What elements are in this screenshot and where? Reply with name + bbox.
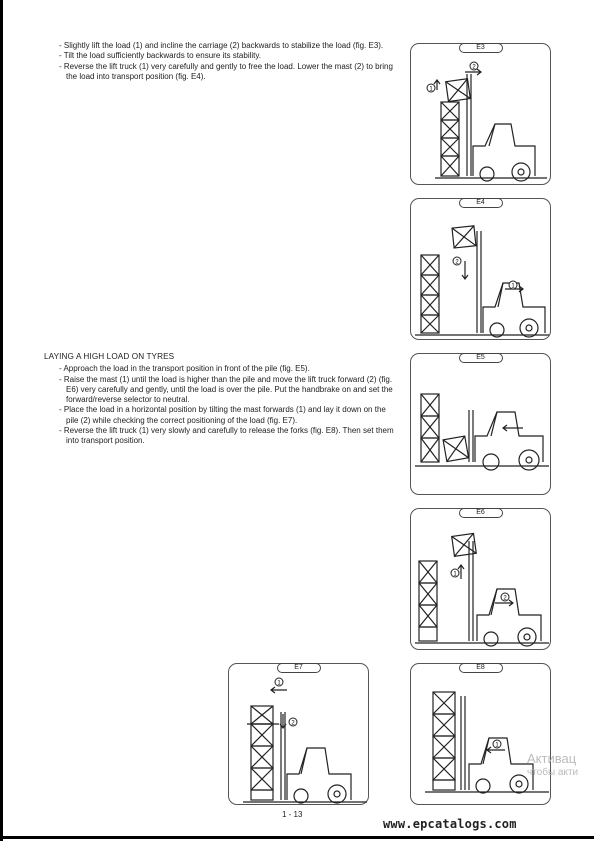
figure-e5 bbox=[410, 353, 551, 495]
figure-label: E7 bbox=[277, 663, 321, 673]
callout-1: 1 bbox=[453, 571, 457, 578]
instruction-bullet: - Approach the load in the transport position in front of the pile (fig. E5). bbox=[59, 364, 310, 374]
callout-2: 2 bbox=[503, 595, 507, 602]
footer-rule bbox=[0, 836, 594, 839]
callout-1: 1 bbox=[511, 283, 515, 290]
callout-1: 1 bbox=[495, 742, 499, 749]
figure-label: E5 bbox=[459, 353, 503, 363]
instruction-bullet: - Reverse the lift truck (1) very carefully and gently to free the load. Lower the mast (2) to bring the load into transport position (fig. E4). bbox=[59, 61, 393, 81]
forklift-illustration bbox=[411, 509, 552, 651]
page-left-edge bbox=[0, 0, 3, 841]
activation-watermark bbox=[527, 752, 578, 780]
callout-1: 1 bbox=[429, 86, 433, 93]
forklift-illustration bbox=[411, 664, 552, 806]
watermark-line-1: Активац bbox=[527, 751, 577, 766]
forklift-illustration bbox=[411, 354, 552, 496]
figure-e8 bbox=[410, 663, 551, 805]
forklift-illustration bbox=[229, 664, 370, 806]
figure-label: E6 bbox=[459, 508, 503, 518]
instruction-bullet: - Raise the mast (1) until the load is higher than the pile and move the lift truck forward (2) (fig. E6) very carefully and gently, until the load is over the pile. Put the handbrake on and set the forward/reverse selector to neutral. bbox=[59, 374, 393, 405]
watermark-line-2: чтобы акти bbox=[527, 767, 579, 778]
callout-1: 1 bbox=[277, 680, 281, 687]
figure-label: E8 bbox=[459, 663, 503, 673]
callout-2: 2 bbox=[455, 259, 459, 266]
figure-label: E3 bbox=[459, 43, 503, 53]
instruction-bullet: - Reverse the lift truck (1) very slowly and carefully to release the forks (fig. E8). Then set them into transport position. bbox=[59, 426, 394, 446]
callout-2: 2 bbox=[472, 64, 476, 71]
page-number: 1 - 13 bbox=[282, 810, 303, 819]
figure-e4 bbox=[410, 198, 551, 340]
section-laying-high-load bbox=[44, 352, 400, 447]
instruction-bullet: - Slightly lift the load (1) and incline the carriage (2) backwards to stabilize the load (fig. E3). bbox=[59, 41, 384, 50]
figure-e6 bbox=[410, 508, 551, 650]
instruction-bullet: - Place the load in a horizontal position by tilting the mast forwards (1) and lay it down on the pile (2) while checking the correct positioning of the load (fig. E7). bbox=[59, 405, 386, 425]
figure-label: E4 bbox=[459, 198, 503, 208]
section-load-lifting bbox=[58, 41, 400, 82]
site-url-link[interactable]: www.epcatalogs.com bbox=[383, 817, 517, 831]
forklift-illustration bbox=[411, 44, 552, 186]
callout-2: 2 bbox=[291, 720, 295, 727]
instruction-bullet: - Tilt the load sufficiently backwards to ensure its stability. bbox=[59, 51, 262, 61]
figure-e3 bbox=[410, 43, 551, 185]
section-heading: LAYING A HIGH LOAD ON TYRES bbox=[44, 352, 175, 361]
forklift-illustration bbox=[411, 199, 552, 341]
figure-e7 bbox=[228, 663, 369, 805]
